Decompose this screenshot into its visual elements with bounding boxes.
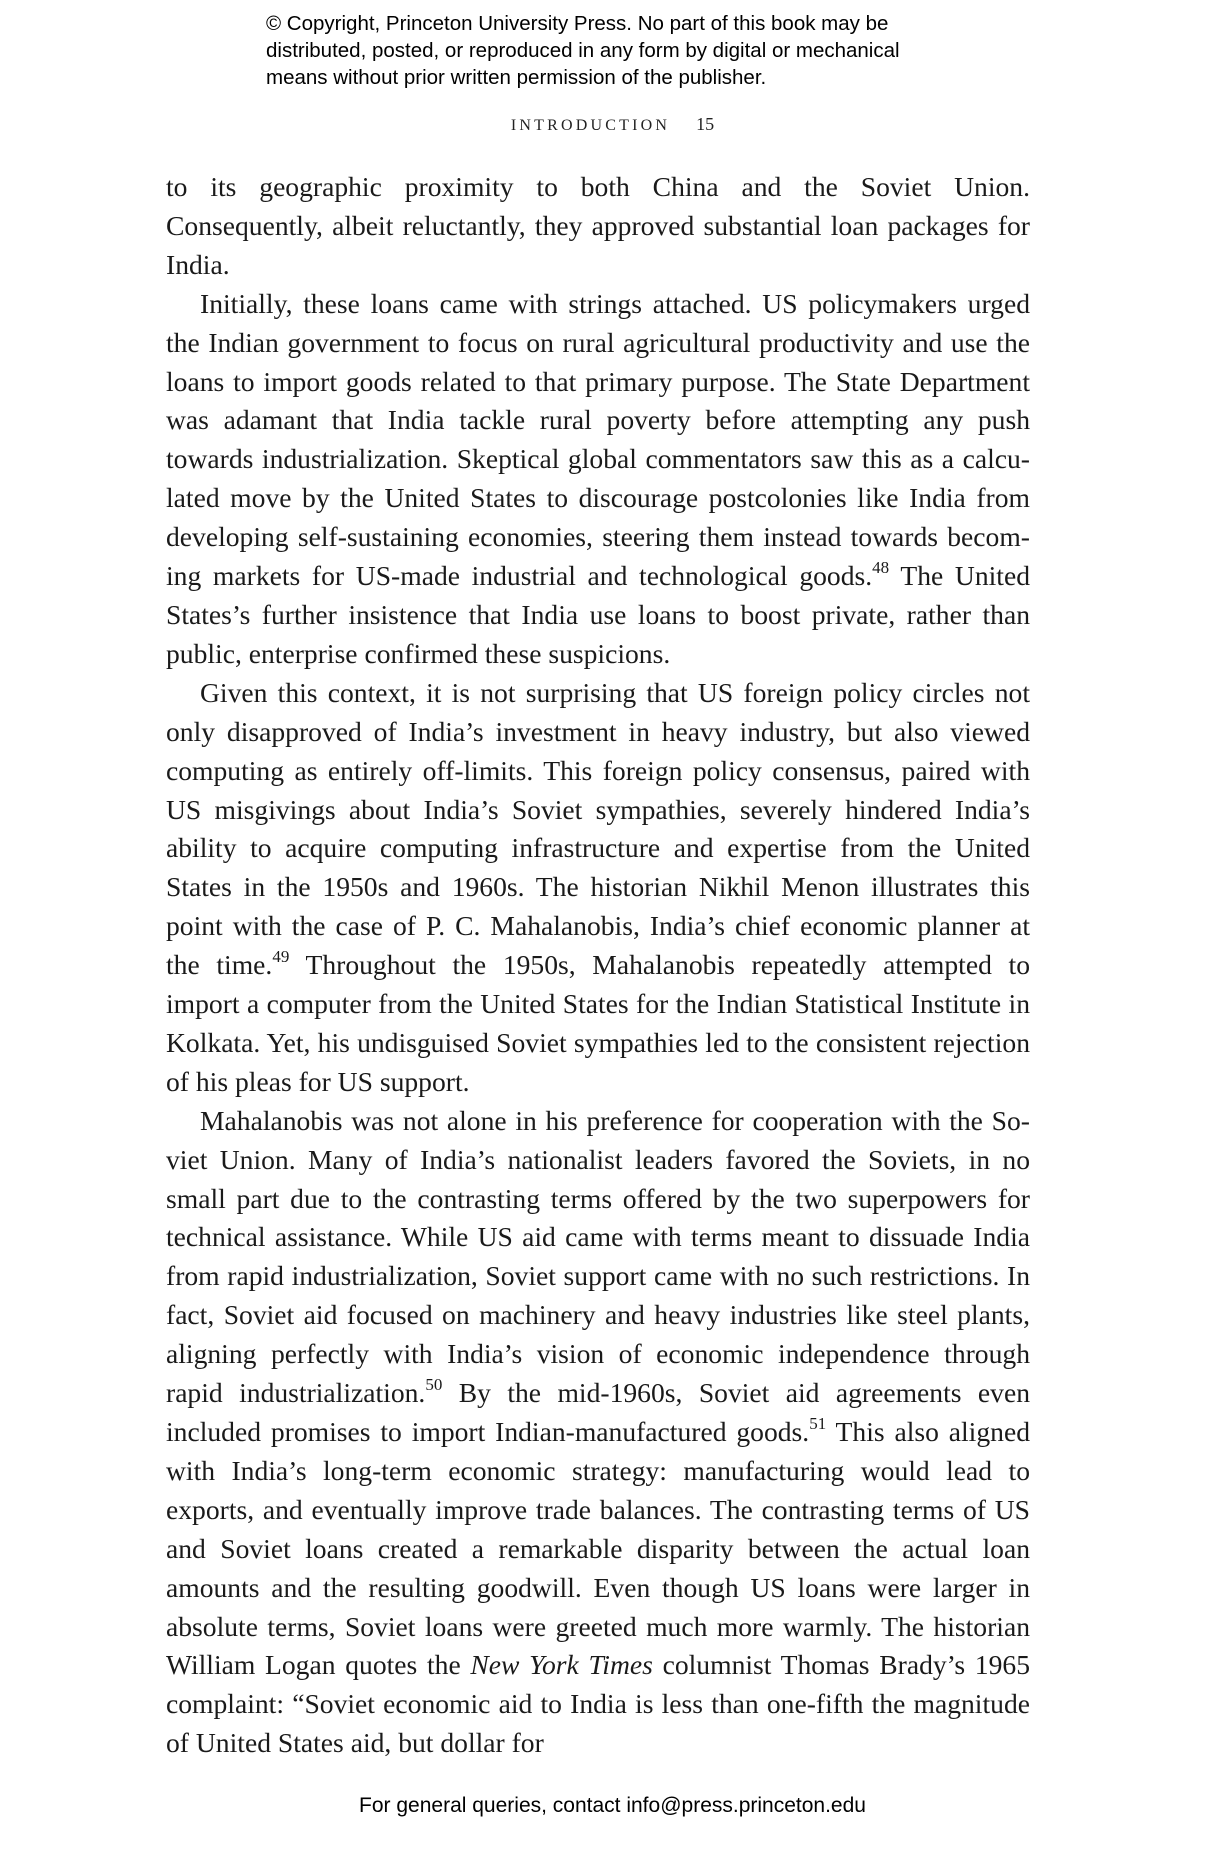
paragraph-text: This also aligned with India’s long-term economic strategy: manufacturing would lead to exports, and eventually improve trade balances. The contrasting terms of US and Soviet loans created a remarkable disparity between the actual loan amounts and the resulting goodwill. Even though US loans were larger in absolute terms, Soviet loans were greeted much more warmly. The historian William Logan quotes the (166, 1416, 1030, 1681)
copyright-line: means without prior written permission of the publisher. (266, 66, 767, 89)
copyright-notice (266, 10, 1026, 91)
paragraph-1 (166, 168, 1030, 285)
paragraph-4 (166, 1102, 1030, 1763)
paragraph-text: Initially, these loans came with strings attached. US policymakers urged the Indian government to focus on rural agricultural productivity and use the loans to import goods related to that primary purpose. The State Department was adamant that India tackle rural poverty before attempting any push towards industrialization. Skeptical global commentators saw this as a calculated move by the United States to discourage postcolonies like India from developing self-sustaining economies, steering them instead towards becoming markets for US-made industrial and technological goods. (166, 287, 1030, 592)
paragraph-text: Throughout the 1950s, Mahalanobis repeatedly attempted to import a computer from the United States for the Indian Statistical Institute in Kolkata. Yet, his undisguised Soviet sympathies led to the consistent rejection of his pleas for US support. (166, 949, 1030, 1097)
paragraph-text: Given this context, it is not surprising that US foreign policy circles not only disapproved of India’s investment in heavy industry, but also viewed computing as entirely off-limits. This foreign policy consensus, paired with US misgivings about India’s Soviet sympathies, severely hindered India’s ability to acquire computing infrastructure and expertise from the United States in the 1950s and 1960s. The historian Nikhil Menon illustrates this point with the case of P. C. Mahalanobis, India’s chief economic planner at the time. (166, 676, 1030, 981)
footnote-ref-48[interactable]: 48 (872, 558, 890, 578)
page-number: 15 (696, 114, 715, 134)
paragraph-2 (166, 285, 1030, 674)
paragraph-text: to its geographic proximity to both China and the Soviet Union. Consequently, albeit reluctantly, they approved substantial loan packages for India. (166, 171, 1030, 280)
footer-contact: For general queries, contact info@press.princeton.edu (359, 1794, 866, 1817)
italic-title: New York Times (470, 1649, 653, 1681)
running-head (0, 114, 1225, 135)
paragraph-3 (166, 674, 1030, 1102)
running-title: INTRODUCTION (510, 117, 671, 134)
paragraph-text: The United States’s further insistence that India use loans to boost private, rather than public, enterprise confirmed these suspicions. (166, 560, 1030, 669)
copyright-line: © Copyright, Princeton University Press. No part of this book may be (266, 12, 889, 35)
footnote-ref-51[interactable]: 51 (809, 1414, 827, 1434)
footnote-ref-50[interactable]: 50 (425, 1375, 443, 1395)
paragraph-text: Mahalanobis was not alone in his preference for cooperation with the Soviet Union. Many of India’s nationalist leaders favored the Soviets, in no small part due to the contrasting terms offered by the two superpowers for technical assistance. While US aid came with terms meant to dissuade India from rapid industrialization, Soviet support came with no such restrictions. In fact, Soviet aid focused on machinery and heavy industries like steel plants, aligning perfectly with India’s vision of economic independence through rapid industrialization. (166, 1104, 1030, 1409)
copyright-line: distributed, posted, or reproduced in any form by digital or mechanical (266, 39, 900, 62)
footnote-ref-49[interactable]: 49 (272, 947, 290, 967)
body-text (166, 168, 1030, 1763)
paragraph-text: columnist Thomas Brady’s 1965 complaint: “Soviet economic aid to India is less than one-fifth the magnitude of United States aid, but dollar for (166, 1649, 1030, 1759)
paragraph-text: By the mid-1960s, Soviet aid agreements even included promises to import Indian-manufactured goods. (166, 1377, 1030, 1447)
